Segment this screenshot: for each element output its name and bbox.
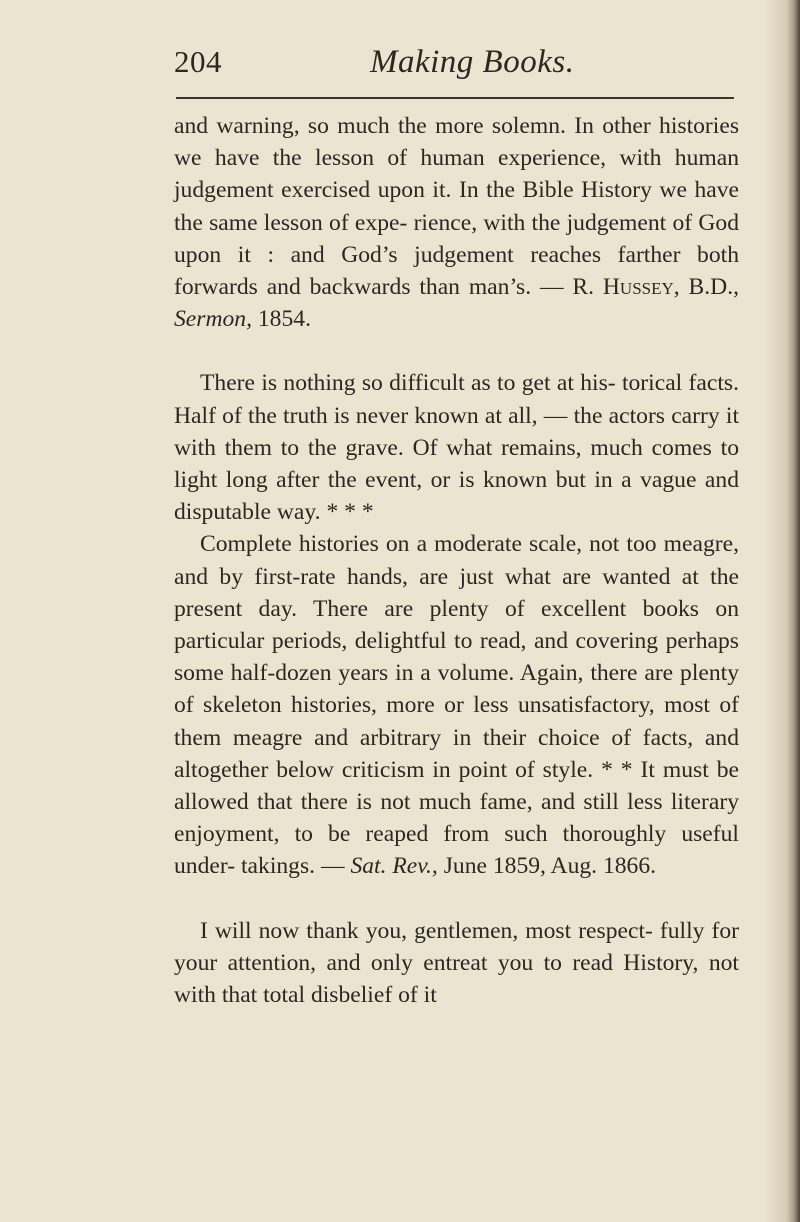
paragraph-4: I will now thank you, gentlemen, most respect- fully for your attention, and only entreat you to read History, not with that total disbelief of it (174, 917, 739, 1009)
page-number: 204 (174, 44, 222, 79)
book-edge (786, 0, 800, 1222)
paragraph-3: Complete histories on a moderate scale, not too meagre, and by first-rate hands, are just what are wanted at the present day. There are plenty of excellent books on particular periods, delightful to read, and covering perhaps some half-dozen years in a volume. Again, there are plenty of skeleton histories, more or less unsatisfactory, most of them meagre and arbitrary in their choice of facts, and altogether below criticism in point of style. * * It must be allowed that there is not much fame, and still less literary enjoyment, to be reaped from such thoroughly useful under- takings. — Sat. Rev., June 1859, Aug. 1866. (174, 531, 739, 880)
paragraph-1: and warning, so much the more solemn. In other histories we have the lesson of human experience, with human judgement exercised upon it. In the Bible History we have the same lesson of expe- rience, with the judgement of God upon it : and God’s judgement reaches farther both forwards and backwards than man’s. — R. Hussey, B.D., Sermon, 1854. (174, 113, 739, 333)
quote-source: Sermon, (174, 306, 252, 333)
running-title: Making Books. (370, 44, 575, 80)
paragraph-2: There is nothing so difficult as to get at his- torical facts. Half of the truth is never known at all, — the actors carry it with them to the grave. Of what remains, much comes to light long after the event, or is known but in a vague and disputable way. * * * (174, 370, 739, 526)
header-rule (176, 97, 734, 99)
quote-author: Hussey, (602, 274, 680, 301)
quote-source: Sat. Rev., (350, 853, 438, 880)
body-text (174, 110, 739, 1011)
paragraph-gap (174, 335, 739, 367)
page-shadow (764, 0, 786, 1222)
paragraph-gap (174, 883, 739, 915)
page-header (174, 44, 734, 94)
